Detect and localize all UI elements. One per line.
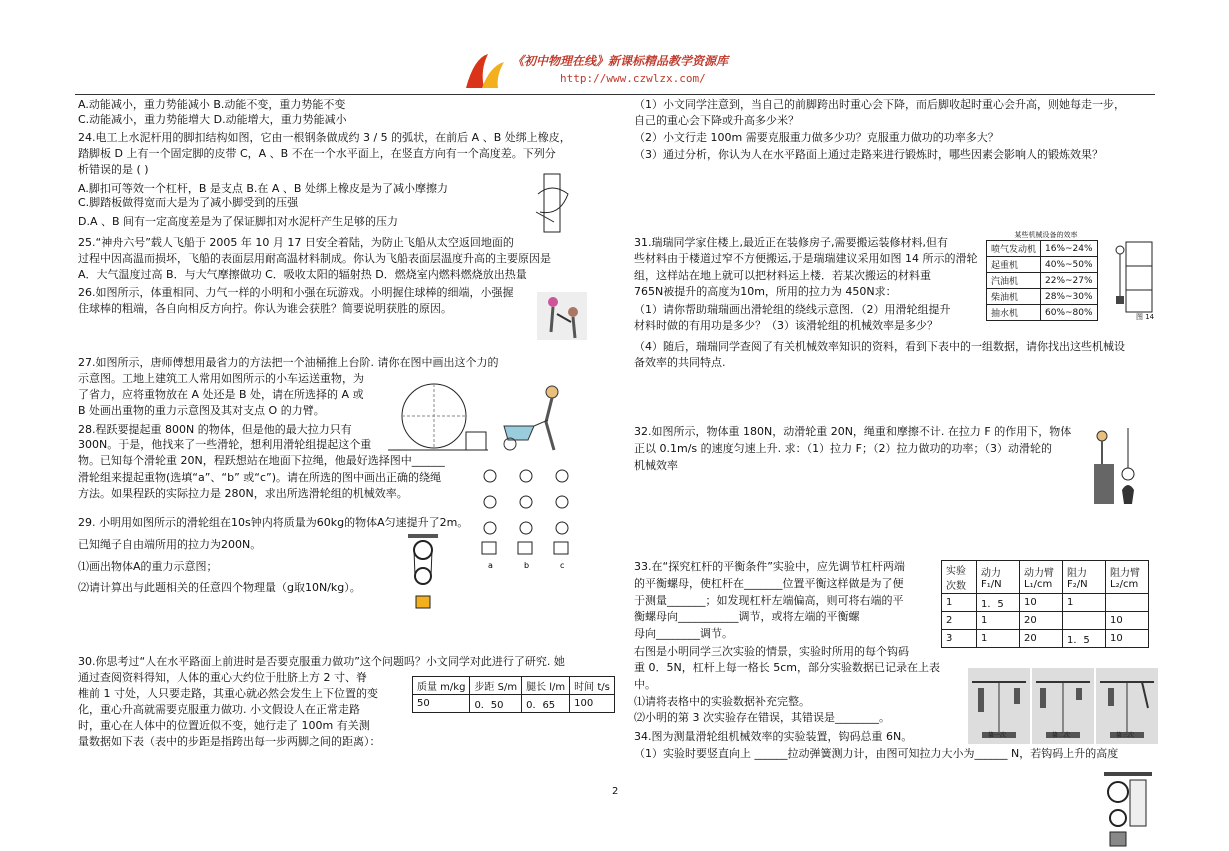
- table-cell: 28%~30%: [1041, 289, 1098, 305]
- text-line: 34.图为测量滑轮组机械效率的实验装置，钩码总重 6N。: [634, 730, 913, 743]
- text-line: 物。已知每个滑轮重 20N，程跃想站在地面下拉绳，他最好选择图中______: [78, 454, 445, 467]
- table-cell: 抽水机: [987, 305, 1041, 321]
- table-cell: 20: [1020, 612, 1063, 630]
- header-logo-area: [460, 44, 780, 94]
- table-cell: 3: [942, 630, 977, 648]
- text-line: 30.你思考过“人在水平路面上前进时是否要克服重力做功”这个问题吗？小文同学对此进行了研究. 她: [78, 655, 565, 668]
- table-cell: 喷气发动机: [987, 241, 1041, 257]
- text-line: 正以 0.1m/s 的速度匀速上升. 求：（1）拉力 F；（2）拉力做功的功率；（3）动滑轮的: [634, 442, 1052, 455]
- text-line: 材料时做的有用功是多少？（3）该滑轮组的机械效率是多少？: [634, 319, 938, 332]
- text-line: 33.在“探究杠杆的平衡条件”实验中，应先调节杠杆两端: [634, 560, 905, 573]
- text-line: 于测量_______；如发现杠杆左端偏高，则可将右端的平: [634, 594, 904, 607]
- text-line: 765N被提升的高度为10m，所用的拉力为 450N求：: [634, 285, 897, 298]
- table-header: 质量 m/kg: [413, 677, 470, 695]
- text-line: 32.如图所示，物体重 180N，动滑轮重 20N，绳重和摩擦不计. 在拉力 F 的作用下，物体: [634, 425, 1072, 438]
- text-line: 通过查阅资料得知，人体的重心大约位于肚脐上方 2 寸、脊: [78, 671, 367, 684]
- text-line: 住球棒的粗端，各自向相反方向拧。你认为谁会获胜？简要说明获胜的原因。: [78, 302, 452, 315]
- table-row: [942, 594, 1149, 612]
- figure-14-label: 图 14: [1136, 313, 1155, 321]
- walk-data-table: [412, 676, 615, 713]
- text-line: （3）通过分析，你认为人在水平路面上通过走路来进行锻炼时，哪些因素会影响人的锻炼效果？: [634, 148, 1103, 161]
- text-line: 母向________调节。: [634, 627, 733, 640]
- table-cell: 起重机: [987, 257, 1041, 273]
- text-line: A.脚扣可等效一个杠杆，B 是支点 B.在 A 、B 处绑上橡皮是为了减小摩擦力: [78, 182, 448, 195]
- table-row: [987, 305, 1098, 321]
- logo-icon: [460, 48, 510, 92]
- text-line: 的平衡螺母，使杠杆在_______位置平衡这样做是为了便: [634, 577, 904, 590]
- text-line: 椎前 1 寸处，人只要走路，其重心就必然会发生上下位置的变: [78, 687, 378, 700]
- table-header: 时间 t/s: [570, 677, 615, 695]
- text-line: 析错误的是 ( ): [78, 163, 149, 176]
- two-boys-figure: [537, 292, 587, 340]
- text-line: A．大气温度过高 B．与大气摩擦做功 C．吸收太阳的辐射热 D．燃烧室内燃料燃烧放出热量: [78, 268, 527, 281]
- lever-caption-2: 第二次: [1052, 732, 1071, 739]
- text-line: 滑轮组来提起重物(选填“a”、“b” 或“c”)。请在所选的图中画出正确的绕绳: [78, 471, 442, 484]
- table-cell: 1: [977, 612, 1020, 630]
- text-line: 过程中因高温而损坏，飞船的表面层用耐高温材料制成。你认为飞船表面层温度升高的主要原因是: [78, 252, 551, 265]
- text-line: 31.瑞瑞同学家住楼上,最近正在装修房子,需要搬运装修材料,但有: [634, 236, 948, 249]
- lever-caption-1: 第一次: [988, 732, 1007, 739]
- table-header: 动力臂 L₁/cm: [1020, 561, 1063, 594]
- text-line: 些材料由于楼道过窄不方便搬运,于是瑞瑞建议采用如图 14 所示的滑轮: [634, 252, 978, 265]
- table-header: 步距 S/m: [470, 677, 522, 695]
- table-row: [987, 289, 1098, 305]
- table-header: 实验次数: [942, 561, 977, 594]
- text-line: 踏脚板 D 上有一个固定脚的皮带 C，A 、B 不在一个水平面上，在竖直方向有一个高度差。下列分: [78, 147, 556, 160]
- efficiency-table: [986, 240, 1098, 321]
- table-header: 阻力 F₂/N: [1063, 561, 1106, 594]
- table-cell: 1．5: [1063, 630, 1106, 648]
- text-line: 29. 小明用如图所示的滑轮组在10s钟内将质量为60kg的物体A匀速提升了2m。: [78, 516, 469, 529]
- text-line: 量数据如下表（表中的步距是指跨出每一步两脚之间的距离）：: [78, 735, 381, 748]
- text-line: （4）随后，瑞瑞同学查阅了有关机械效率知识的资料，看到下表中的一组数据，请你找出这些机械设: [634, 340, 1125, 353]
- page-number: 2: [612, 786, 619, 797]
- table-cell: 100: [570, 695, 615, 713]
- table-header: 阻力臂 L₂/cm: [1106, 561, 1149, 594]
- text-line: 衡螺母向___________调节，或将左端的平衡螺: [634, 610, 860, 623]
- table-header: 动力 F₁/N: [977, 561, 1020, 594]
- table-row: [987, 257, 1098, 273]
- text-line: 已知绳子自由端所用的拉力为200N。: [78, 538, 262, 551]
- header-title: 《初中物理在线》新课标精品教学资源库: [512, 54, 729, 68]
- pulley-block-figure: [406, 534, 442, 614]
- text-line: 方法。如果程跃的实际拉力是 280N，求出所选滑轮组的机械效率。: [78, 487, 408, 500]
- text-line: （2）小文行走 100m 需要克服重力做多少功？克服重力做功的功率多大？: [634, 131, 999, 144]
- table-cell: 2: [942, 612, 977, 630]
- text-line: D.A 、B 间有一定高度差是为了保证脚扣对水泥杆产生足够的压力: [78, 215, 399, 228]
- table-cell: 20: [1020, 630, 1063, 648]
- text-line: （1）实验时要竖直向上 ______拉动弹簧测力计，由图可知拉力大小为______ N，若钩码上升的高度: [634, 747, 1119, 760]
- table-cell: 1: [1063, 594, 1106, 612]
- table-cell: 1: [977, 630, 1020, 648]
- text-line: （1）请你帮助瑞瑞画出滑轮组的绕线示意图．（2）用滑轮组提升: [634, 303, 951, 316]
- table-row: [942, 612, 1149, 630]
- text-line: 中。: [634, 678, 656, 691]
- table-cell: 1．5: [977, 594, 1020, 612]
- text-line: 了省力，应将重物放在 A 处还是 B 处，请在所选择的 A 或: [78, 388, 364, 401]
- text-line: ⑵请计算出与此题相关的任意四个物理量（g取10N/kg）。: [78, 581, 361, 594]
- pulley-weight-figure: [1092, 428, 1144, 512]
- table-cell: 柴油机: [987, 289, 1041, 305]
- text-line: 右图是小明同学三次实验的情景，实验时所用的每个钩码: [634, 645, 909, 658]
- figure-label-a: a: [488, 561, 493, 570]
- table-cell: [1106, 594, 1149, 612]
- table-cell: 0．50: [470, 695, 522, 713]
- table-cell: [1063, 612, 1106, 630]
- text-line: C.动能减小，重力势能增大 D.动能增大，重力势能减小: [78, 113, 347, 126]
- table-cell: 50: [413, 695, 470, 713]
- text-line: 时，重心在人体中的位置近似不变，她行走了 100m 有关测: [78, 719, 370, 732]
- figure-label-b: b: [524, 561, 530, 570]
- text-line: 组，这样站在地上就可以把材料运上楼．若某次搬运的材料重: [634, 269, 931, 282]
- table-cell: 60%~80%: [1041, 305, 1098, 321]
- text-line: 27.如图所示，唐师傅想用最省力的方法把一个油桶推上台阶. 请你在图中画出这个力的: [78, 356, 499, 369]
- header-rule: [75, 94, 1155, 95]
- table-cell: 22%~27%: [1041, 273, 1098, 289]
- efficiency-table-title: 某些机械设备的效率: [1014, 231, 1078, 239]
- text-line: ⑴请将表格中的实验数据补充完整。: [634, 695, 810, 708]
- text-line: （1）小文同学注意到，当自己的前脚跨出时重心会下降，而后脚收起时重心会升高，则她每走一步，: [634, 98, 1125, 111]
- text-line: 28.程跃要提起重 800N 的物体，但是他的最大拉力只有: [78, 423, 352, 436]
- table-header-row: [942, 561, 1149, 594]
- figure-label-c: c: [560, 561, 565, 570]
- table-cell: 0．65: [522, 695, 570, 713]
- table-cell: 10: [1106, 630, 1149, 648]
- table-cell: 10: [1106, 612, 1149, 630]
- text-line: A.动能减小，重力势能减小 B.动能不变，重力势能不变: [78, 98, 346, 111]
- wheelbarrow-figure: [494, 382, 574, 454]
- pulley-options-figure: [476, 462, 580, 572]
- text-line: B 处画出重物的重力示意图及其对支点 O 的力臂。: [78, 404, 325, 417]
- lever-data-table: [941, 560, 1149, 648]
- table-row: [987, 241, 1098, 257]
- text-line: 24.电工上水泥杆用的脚扣结构如图，它由一根钢条做成约 3 / 5 的弧状，在前后 A 、B 处绑上橡皮，: [78, 131, 571, 144]
- pole-climber-figure: [532, 172, 582, 234]
- table-header: 腿长 l/m: [522, 677, 570, 695]
- table-row: [987, 273, 1098, 289]
- table-cell: 10: [1020, 594, 1063, 612]
- table-cell: 40%~50%: [1041, 257, 1098, 273]
- oil-barrel-figure: [388, 382, 488, 452]
- text-line: ⑵小明的第 3 次实验存在错误，其错误是________。: [634, 711, 890, 724]
- header-url: http://www.czwlzx.com/: [560, 72, 706, 85]
- table-cell: 16%~24%: [1041, 241, 1098, 257]
- text-line: 示意图。工地上建筑工人常用如图所示的小车运送重物，为: [78, 372, 364, 385]
- text-line: 化，重心升高就需要克服重力做功. 小文假设人在正常走路: [78, 703, 360, 716]
- text-line: 重 0．5N，杠杆上每一格长 5cm，部分实验数据已记录在上表: [634, 661, 940, 674]
- pulley-efficiency-figure: [1100, 772, 1156, 848]
- lever-caption-3: 第三次: [1116, 732, 1135, 739]
- text-line: 备效率的共同特点.: [634, 356, 726, 369]
- text-line: ⑴画出物体A的重力示意图；: [78, 560, 218, 573]
- text-line: C.脚踏板做得宽而大是为了减小脚受到的压强: [78, 196, 299, 209]
- text-line: 机械效率: [634, 459, 678, 472]
- text-line: 300N。于是，他找来了一些滑轮，想利用滑轮组提起这个重: [78, 438, 372, 451]
- table-row: [942, 630, 1149, 648]
- text-line: 26.如图所示，体重相同、力气一样的小明和小强在玩游戏。小明握住球棒的细端，小强握: [78, 286, 514, 299]
- table-cell: 1: [942, 594, 977, 612]
- lever-experiments-figure: [968, 668, 1158, 744]
- table-cell: 汽油机: [987, 273, 1041, 289]
- building-pulley-figure: [1110, 236, 1156, 318]
- text-line: 25.“神舟六号”载人飞船于 2005 年 10 月 17 日安全着陆，为防止飞船从太空返回地面的: [78, 236, 514, 249]
- text-line: 自己的重心会下降或升高多少米？: [634, 114, 799, 127]
